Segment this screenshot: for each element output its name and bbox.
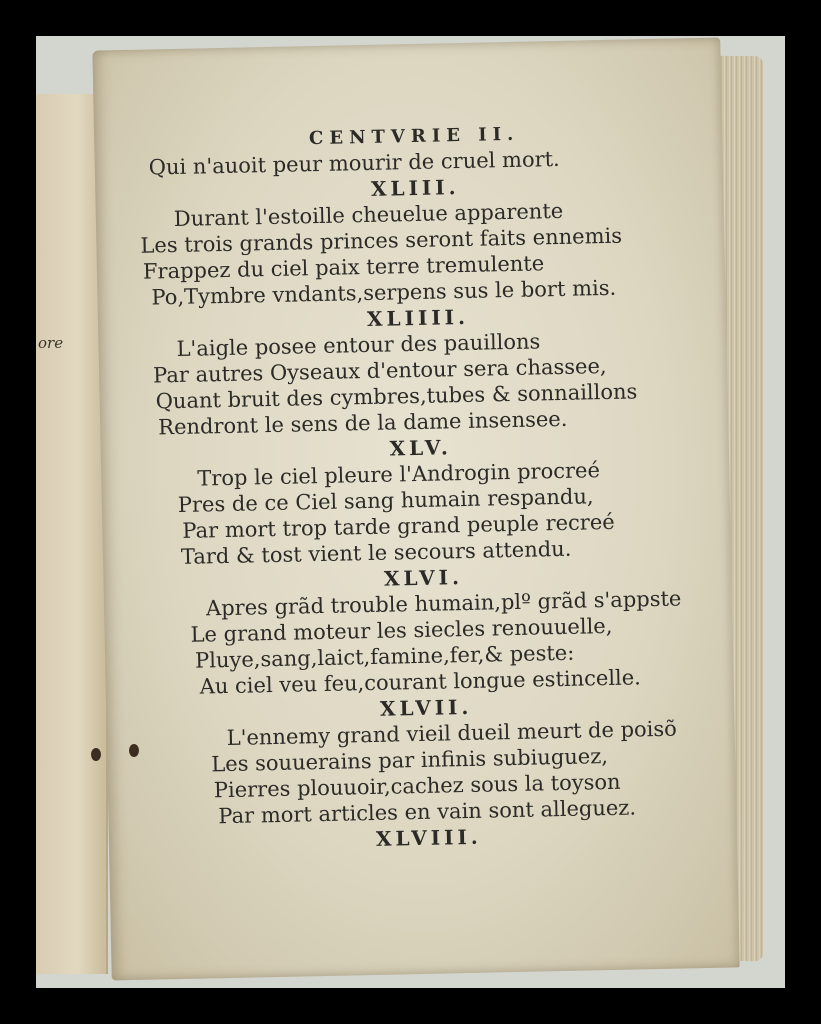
verse-line: Tard & tost vient le secours attendu. xyxy=(180,536,572,569)
intro-line: Qui n'auoit peur mourir de cruel mort. xyxy=(148,146,560,180)
quatrain-numeral: XLIIII. xyxy=(366,304,470,331)
quatrain-numeral: XLVI. xyxy=(383,565,464,591)
photo-frame xyxy=(36,36,785,988)
verse-line: Pluye,sang,laict,famine,fer,& peste: xyxy=(194,640,575,673)
verse-line: L'ennemy grand vieil dueil meurt de poisõ xyxy=(226,716,678,751)
verse-line: Pres de ce Ciel sang humain respandu, xyxy=(177,484,594,517)
verse-line: Par mort articles en vain sont alleguez. xyxy=(218,795,637,829)
text-block xyxy=(134,120,709,857)
verse-line: Les souuerains par infinis subiuguez, xyxy=(211,744,609,777)
verse-line: Par mort trop tarde grand peuple recreé xyxy=(182,509,615,543)
verse-line: Durant l'estoille cheuelue apparente xyxy=(173,198,564,232)
right-page xyxy=(92,38,739,981)
verse-line: Po,Tymbre vndants,serpens sus le bort mis. xyxy=(151,275,617,310)
next-quatrain-numeral: XLVIII. xyxy=(375,824,483,851)
verse-line: Au ciel veu feu,courant longue estincelle. xyxy=(199,665,642,699)
verse-line: Trop le ciel pleure l'Androgin procreé xyxy=(197,458,601,491)
verse-line: Rendront le sens de la dame insensee. xyxy=(157,406,568,440)
left-page-text-fragment: ore xyxy=(38,334,64,352)
verse-line: Les trois grands princes seront faits ennemis xyxy=(140,223,623,258)
verse-line: L'aigle posee entour des pauillons xyxy=(176,329,541,361)
verse-line: Par autres Oyseaux d'entour sera chassee, xyxy=(152,353,607,388)
verse-line: Le grand moteur les siecles renouuelle, xyxy=(190,613,613,647)
verse-line: Frappez du ciel paix terre tremulente xyxy=(142,251,545,284)
quatrain-numeral: XLVII. xyxy=(379,694,473,721)
verse-line: Pierres plouuoir,cachez sous la toyson xyxy=(213,769,621,803)
quatrain-numeral: XLIII. xyxy=(370,175,460,201)
verse-line: Apres grãd trouble humain,plº grãd s'appste xyxy=(205,586,682,621)
verse-line: Quant bruit des cymbres,tubes & sonnaillons xyxy=(155,379,638,414)
binding-hole xyxy=(129,744,139,757)
running-header: CENTVRIE II. xyxy=(308,123,520,150)
binding-hole xyxy=(91,748,101,761)
quatrain-numeral: XLV. xyxy=(389,435,453,461)
